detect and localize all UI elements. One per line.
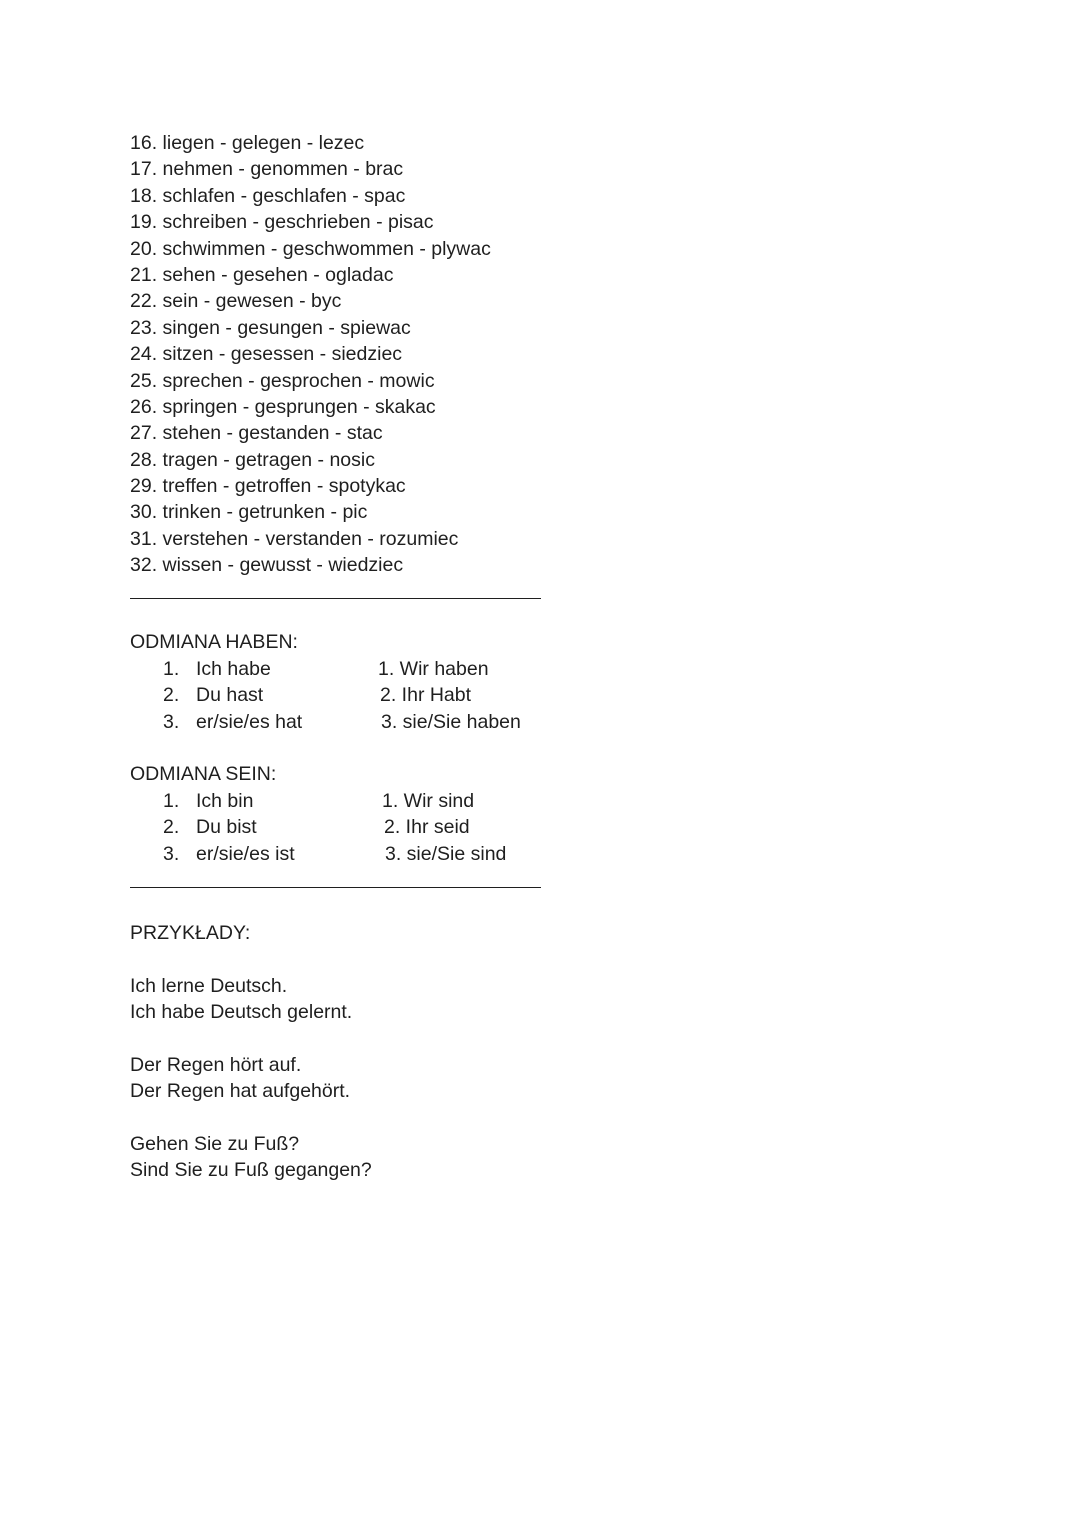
example-sentence: Der Regen hört auf. [130,1054,302,1076]
item-number: 3. [163,711,180,733]
sein-singular-item [163,841,295,867]
verb-item: 19. schreiben - geschrieben - pisac [130,211,434,234]
verb-item: 21. sehen - gesehen - ogladac [130,263,394,286]
haben-plural-item: 3. sie/Sie haben [381,711,521,733]
haben-plural-item: 1. Wir haben [378,658,489,680]
haben-heading: ODMIANA HABEN: [130,631,298,653]
verb-item: 26. springen - gesprungen - skakac [130,395,436,418]
example-sentence: Sind Sie zu Fuß gegangen? [130,1159,372,1181]
haben-singular-item [163,709,302,735]
verb-item: 18. schlafen - geschlafen - spac [130,184,406,207]
verb-item: 20. schwimmen - geschwommen - plywac [130,237,491,260]
sein-singular-item [163,814,257,840]
verb-item: 22. sein - gewesen - byc [130,290,342,313]
item-number: 2. [163,816,180,838]
item-text: Ich bin [196,790,254,812]
sein-heading: ODMIANA SEIN: [130,763,277,785]
item-text: Ich habe [196,658,271,680]
item-text: er/sie/es hat [196,711,303,733]
divider [130,598,541,599]
item-text: er/sie/es ist [196,843,295,865]
example-sentence: Gehen Sie zu Fuß? [130,1133,300,1155]
verb-item: 29. treffen - getroffen - spotykac [130,475,406,498]
item-number: 1. [163,790,180,812]
item-number: 1. [163,658,180,680]
haben-singular-item [163,682,263,708]
item-number: 2. [163,684,180,706]
verb-item: 28. tragen - getragen - nosic [130,448,375,471]
example-sentence: Der Regen hat aufgehört. [130,1080,351,1102]
verb-item: 30. trinken - getrunken - pic [130,501,368,524]
verb-list [130,130,491,579]
sein-plural-item: 3. sie/Sie sind [385,843,507,865]
verb-item: 16. liegen - gelegen - lezec [130,132,365,154]
haben-singular-item [163,656,271,682]
verb-item: 24. sitzen - gesessen - siedziec [130,343,403,366]
example-sentence: Ich habe Deutsch gelernt. [130,1001,353,1023]
haben-plural-item: 2. Ihr Habt [380,684,472,706]
examples-heading: PRZYKŁADY: [130,922,251,944]
verb-item: 31. verstehen - verstanden - rozumiec [130,527,459,550]
sein-plural-item: 1. Wir sind [382,790,475,812]
example-sentence: Ich lerne Deutsch. [130,975,288,997]
sein-plural-item: 2. Ihr seid [384,816,470,838]
verb-item: 27. stehen - gestanden - stac [130,422,383,445]
verb-item: 32. wissen - gewusst - wiedziec [130,554,404,577]
verb-item: 25. sprechen - gesprochen - mowic [130,369,435,392]
sein-singular-item [163,788,253,814]
item-number: 3. [163,843,180,865]
item-text: Du hast [196,684,264,706]
item-text: Du bist [196,816,257,838]
divider [130,887,541,888]
verb-item: 17. nehmen - genommen - brac [130,158,404,181]
verb-item: 23. singen - gesungen - spiewac [130,316,411,339]
